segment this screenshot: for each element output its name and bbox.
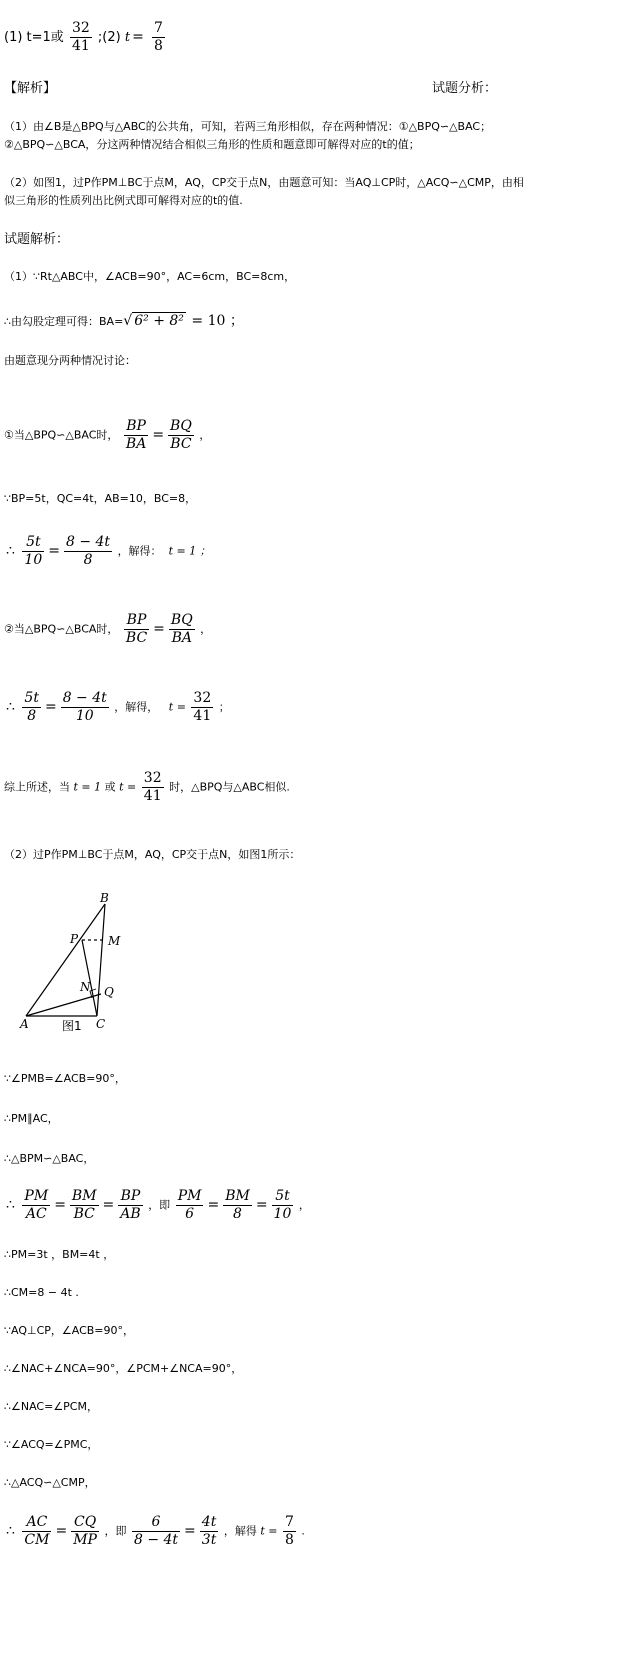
figure-caption: 图1	[62, 1019, 82, 1033]
reason-1: ∵∠PMB=∠ACB=90°，	[4, 1072, 126, 1085]
label-M: M	[108, 934, 121, 948]
solution-title: 试题解析：	[4, 232, 70, 247]
solution-line-1: （1）∵Rt△ABC中，∠ACB=90°，AC=6cm，BC=8cm，	[4, 270, 296, 283]
reason-11: ∴△ACQ∽△CMP，	[4, 1476, 96, 1489]
fraction-bp-ba: $\frac{BP}{BA}$	[125, 418, 147, 452]
analysis-line-2: ②△BPQ∽△BCA，分这两种情况结合相似三角形的性质和题意即可解得对应的t的值；	[4, 138, 420, 151]
answer-fraction-2: $\frac{7}{8}$	[153, 20, 163, 54]
label-B: B	[100, 891, 109, 905]
reason-9: ∴∠NAC=∠PCM，	[4, 1400, 98, 1413]
sqrt-expression: √ 6² + 8²	[123, 313, 184, 329]
answer-part1: (1) t=1或	[4, 30, 64, 45]
reason-5: ∴PM=3t ，BM=4t ，	[4, 1248, 115, 1261]
label-N: N	[80, 980, 91, 994]
analysis-line-3: （2）如图1，过P作PM⊥BC于点M，AQ，CP交于点N，由题意可知：当AQ⊥CP时，△ACQ∽△CMP，由相	[4, 176, 524, 189]
label-P: P	[70, 932, 79, 946]
segment-CP	[82, 940, 97, 1016]
solution-line-2: ∴由勾股定理可得：BA=√ 6² + 8² = 10 ；	[4, 313, 244, 329]
fraction-bq-ba: $\frac{BQ}{BA}$	[170, 612, 193, 646]
figure-1-triangle	[18, 890, 128, 1035]
answer-fraction-1: $\frac{32}{41}$	[71, 20, 90, 54]
case1-line: ①当△BPQ∽△BAC时， $\frac{BP}{BA}$ = $\frac{BQ}{BC}$ ，	[4, 418, 211, 452]
label-Q: Q	[104, 985, 114, 999]
reason-8: ∴∠NAC+∠NCA=90°，∠PCM+∠NCA=90°，	[4, 1362, 243, 1375]
label-A: A	[20, 1017, 29, 1031]
case1-given: ∵BP=5t，QC=4t，AB=10，BC=8，	[4, 492, 197, 505]
label-C: C	[96, 1017, 106, 1031]
summary-line: 综上所述，当 t = 1 或 t = $\frac{32}{41}$ 时，△BPQ与△ABC相似.	[4, 770, 290, 804]
reason-3: ∴△BPM∽△BAC，	[4, 1152, 95, 1165]
analysis-line-4: 似三角形的性质列出比例式即可解得对应的t的值.	[4, 194, 243, 207]
answer-line: (1) t=1或 $\frac{32}{41}$ ;(2) t = $\frac{7}{8}$	[4, 20, 163, 54]
fraction-bp-bc: $\frac{BP}{BC}$	[125, 612, 148, 646]
part2-intro: （2）过P作PM⊥BC于点M，AQ，CP交于点N，如图1所示：	[4, 848, 301, 861]
reason-12-result: ∴ $\frac{AC}{CM}$ = $\frac{CQ}{MP}$ ，即 $\frac{6}{8 - 4t}$ = $\frac{4t}{3t}$ ，解得 t = $\frac{7}{8}$ .	[6, 1514, 305, 1548]
case2-line: ②当△BPQ∽△BCA时， $\frac{BP}{BC}$ = $\frac{BQ}{BA}$ ，	[4, 612, 212, 646]
analysis-line-1: （1）由∠B是△BPQ与△ABC的公共角，可知，若两三角形相似，存在两种情况：①△BPQ∽△BAC；	[4, 120, 492, 133]
answer-part2: ;(2)	[97, 30, 121, 45]
reason-4-proportion: ∴ $\frac{PM}{AC}$ = $\frac{BM}{BC}$ = $\frac{BP}{AB}$ ，即 $\frac{PM}{6}$ = $\frac{BM}{8}$ = $\frac{5t}{10}$ ，	[6, 1188, 310, 1222]
fraction-8-4t-10: $\frac{8 - 4t}{10}$	[62, 690, 107, 724]
reason-10: ∵∠ACQ=∠PMC，	[4, 1438, 99, 1451]
case2-equation: ∴ $\frac{5t}{8}$ = $\frac{8 - 4t}{10}$ ，解得， t = $\frac{32}{41}$ ；	[6, 690, 230, 724]
fraction-8-4t-8: $\frac{8 - 4t}{8}$	[65, 534, 111, 568]
analysis-heading: 试题分析：	[432, 81, 498, 96]
reason-7: ∵AQ⊥CP，∠ACB=90°，	[4, 1324, 135, 1337]
jiexi-heading: 【解析】	[4, 81, 57, 96]
reason-2: ∴PM∥AC，	[4, 1112, 59, 1125]
reason-6: ∴CM=8 − 4t .	[4, 1286, 79, 1299]
segment-AQ	[26, 994, 101, 1016]
side-BC	[97, 904, 105, 1016]
case1-equation: ∴ $\frac{5t}{10}$ = $\frac{8 - 4t}{8}$ ，解得： t = 1 ；	[6, 534, 211, 568]
fraction-5t-8: $\frac{5t}{8}$	[24, 690, 39, 724]
fraction-bq-bc: $\frac{BQ}{BC}$	[170, 418, 192, 452]
solution-line-3: 由题意现分两种情况讨论：	[4, 354, 136, 367]
fraction-5t-10: $\frac{5t}{10}$	[24, 534, 43, 568]
